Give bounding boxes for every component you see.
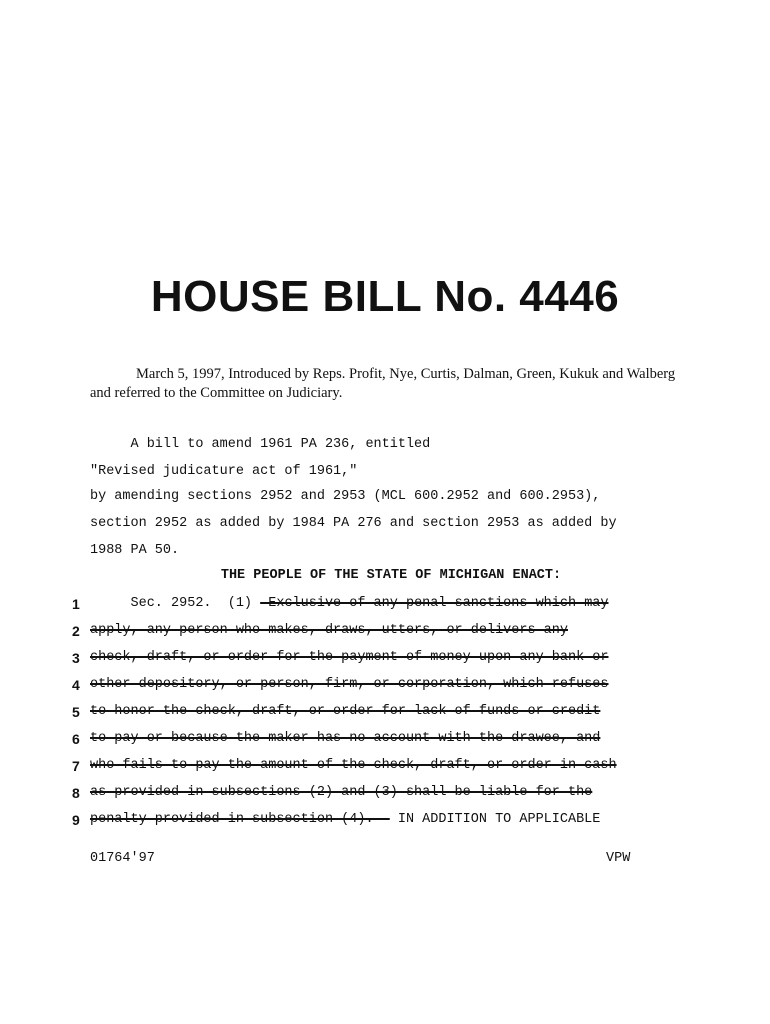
bill-text-line — [0, 650, 770, 670]
bill-title: HOUSE BILL No. 4446 — [150, 272, 620, 321]
bill-text-line — [0, 758, 770, 778]
line-number: 1 — [72, 596, 80, 612]
line-text — [90, 731, 600, 746]
line-number: 7 — [72, 758, 80, 774]
introduction-note: March 5, 1997, Introduced by Reps. Profit, Nye, Curtis, Dalman, Green, Kukuk and Walberg and referred to the Committee on Judiciary. — [90, 366, 676, 401]
line-text — [90, 785, 592, 800]
bill-text-line — [0, 812, 770, 832]
preamble-line: "Revised judicature act of 1961," — [90, 464, 358, 479]
line-text — [90, 650, 608, 665]
line-number: 2 — [72, 623, 80, 639]
bill-text-line — [0, 785, 770, 805]
bill-text-line — [0, 677, 770, 697]
added-text: IN ADDITION TO APPLICABLE — [389, 812, 601, 827]
current-text: Sec. 2952. (1) — [90, 596, 261, 611]
struck-text: who fails to pay the amount of the check, draft, or order in cash — [90, 758, 617, 773]
line-text — [90, 623, 568, 638]
preamble-line: section 2952 as added by 1984 PA 276 and section 2953 as added by — [90, 516, 617, 531]
bill-text-line — [0, 623, 770, 643]
preamble-line: 1988 PA 50. — [90, 543, 180, 558]
struck-text: Exclusive of any penal sanctions which may — [260, 596, 609, 611]
drafter-initials: VPW — [606, 851, 631, 866]
line-text — [90, 704, 600, 719]
line-number: 3 — [72, 650, 80, 666]
struck-text: to honor the check, draft, or order for lack of funds or credit — [90, 704, 601, 719]
bill-text-line — [0, 731, 770, 751]
line-text — [90, 677, 608, 692]
bill-text-line — [0, 596, 770, 616]
document-id: 01764'97 — [90, 851, 155, 866]
bill-text-line — [0, 704, 770, 724]
line-text — [90, 812, 600, 827]
line-text — [90, 758, 617, 773]
struck-text: to pay or because the maker has no account with the drawee, and — [90, 731, 601, 746]
preamble-line: by amending sections 2952 and 2953 (MCL 600.2952 and 600.2953), — [90, 489, 601, 504]
struck-text: penalty provided in subsection (4). — [90, 812, 390, 827]
line-text — [90, 596, 609, 611]
line-number: 6 — [72, 731, 80, 747]
struck-text: other depository, or person, firm, or corporation, which refuses — [90, 677, 609, 692]
struck-text: check, draft, or order for the payment of money upon any bank or — [90, 650, 609, 665]
struck-text: as provided in subsections (2) and (3) shall be liable for the — [90, 785, 593, 800]
line-number: 8 — [72, 785, 80, 801]
preamble-line: A bill to amend 1961 PA 236, entitled — [90, 437, 431, 452]
line-number: 4 — [72, 677, 80, 693]
line-number: 5 — [72, 704, 80, 720]
enacting-clause: THE PEOPLE OF THE STATE OF MICHIGAN ENACT: — [220, 568, 562, 583]
struck-text: apply, any person who makes, draws, utters, or delivers any — [90, 623, 568, 638]
line-number: 9 — [72, 812, 80, 828]
